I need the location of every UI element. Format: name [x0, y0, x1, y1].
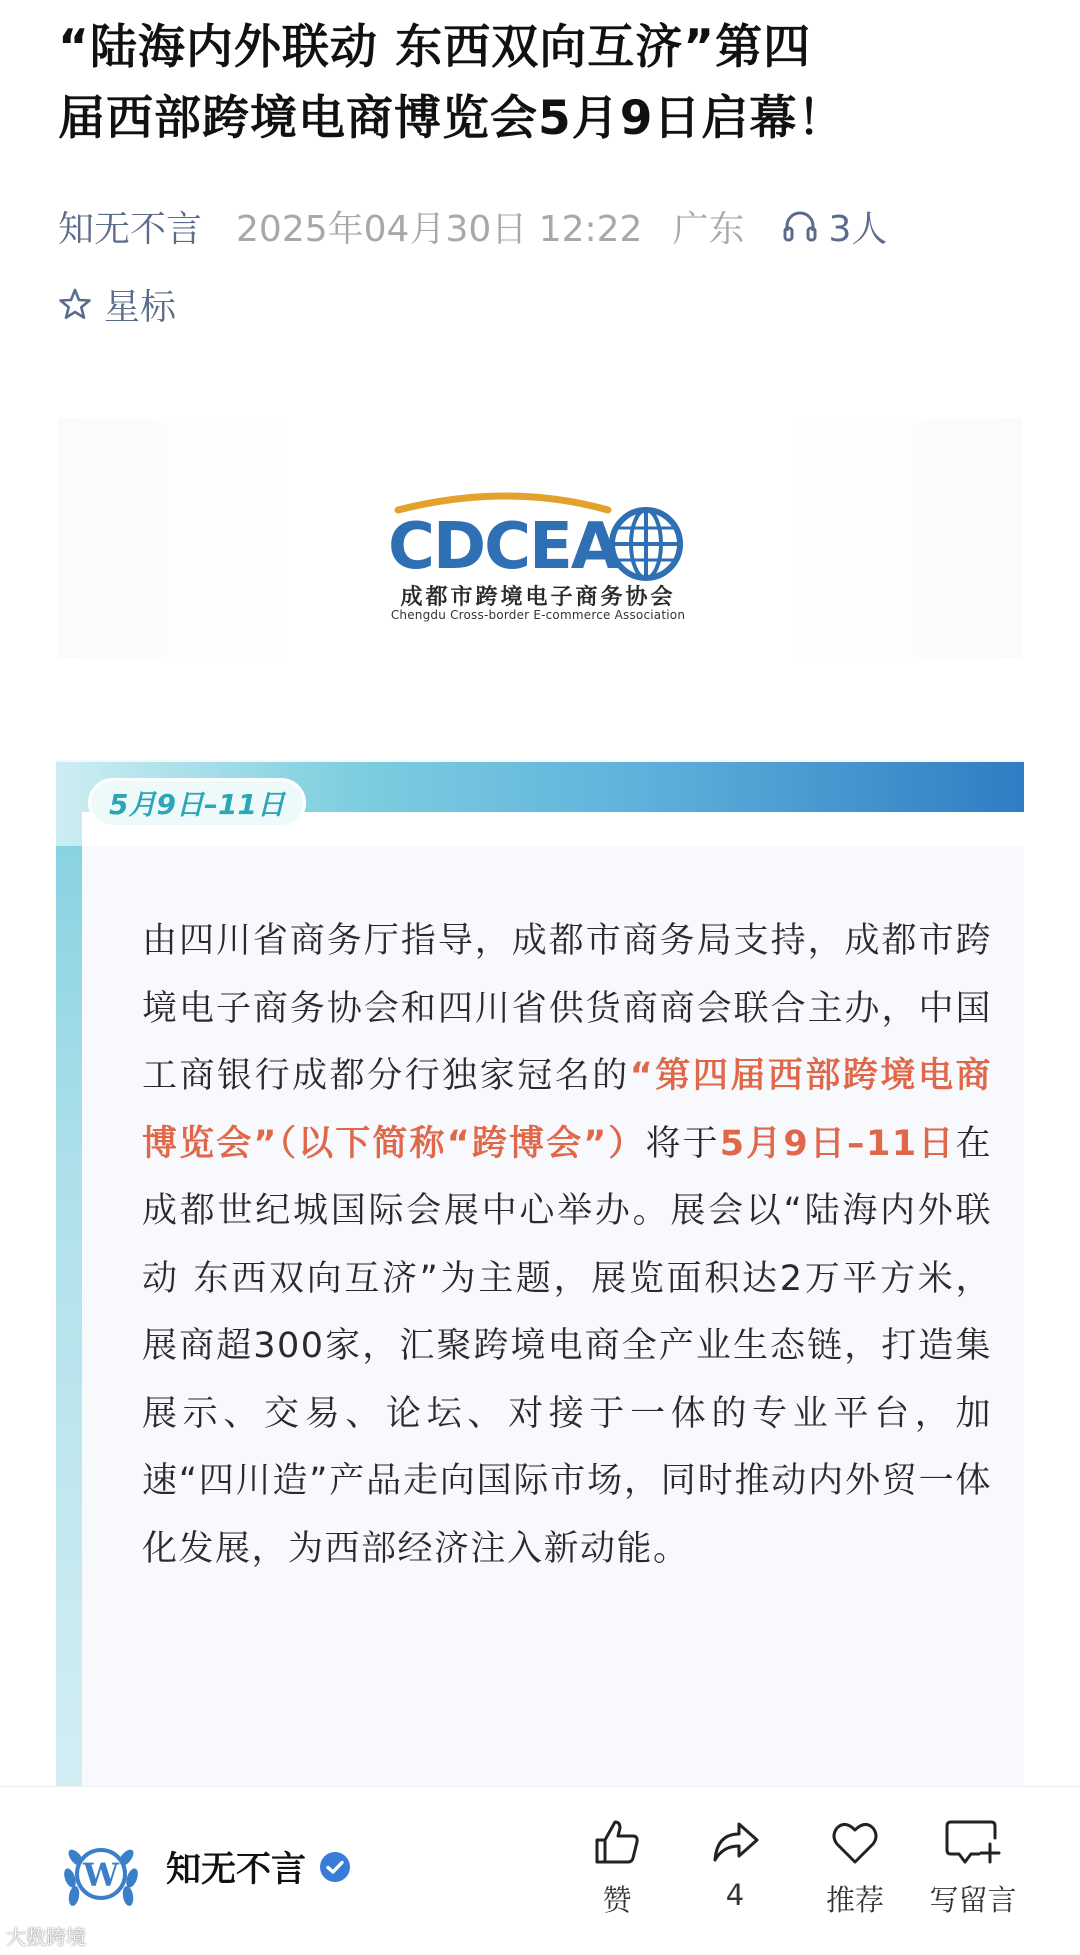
title-line-2: 届西部跨境电商博览会5月9日启幕！	[58, 91, 846, 146]
publish-date: 2025年04月30日 12:22	[236, 208, 643, 250]
svg-text:W: W	[83, 1856, 119, 1894]
globe-icon	[612, 510, 680, 578]
star-label: 星标	[104, 286, 177, 328]
comment-plus-icon	[945, 1816, 1001, 1868]
article-title	[58, 12, 1038, 154]
share-button[interactable]	[680, 1816, 790, 1912]
logo-name-en: Chengdu Cross-border E-commerce Association	[390, 608, 686, 622]
star-button[interactable]	[58, 276, 176, 332]
share-count: 4	[725, 1878, 745, 1912]
date-tag: 5月9日–11日	[88, 778, 306, 828]
body-part-3: 在成都世纪城国际会展中心举办。展会以“陆海内外联动 东西双向互济”为主题，展览面积达2万平方米，展商超300家，汇聚跨境电商全产业生态链，打造集展示、交易、论坛、对接于一体的专业平台，加速“四川造”产品走向国际市场，同时推动内外贸一体化发展，为西部经济注入新动能。	[142, 1123, 992, 1569]
star-icon	[58, 287, 92, 321]
comment-label: 写留言	[929, 1883, 1017, 1917]
bottom-author-link[interactable]	[166, 1842, 352, 1892]
logo-name-cn: 成都市跨境电子商务协会	[400, 585, 676, 610]
watermark	[6, 1920, 86, 1950]
watermark-text: 大数跨境	[6, 1924, 86, 1949]
like-button[interactable]	[562, 1816, 672, 1919]
title-line-1: “陆海内外联动 东西双向互济”第四	[58, 20, 812, 75]
heart-icon	[829, 1816, 881, 1868]
listen-button[interactable]	[782, 201, 887, 252]
write-comment-button[interactable]	[918, 1816, 1028, 1919]
body-part-2: 将于	[645, 1123, 720, 1164]
card-body-text	[142, 908, 992, 1583]
author-avatar[interactable]	[56, 1828, 146, 1918]
thumbs-up-icon	[591, 1816, 643, 1868]
recommend-button[interactable]	[800, 1816, 910, 1919]
author-link[interactable]: 知无不言	[58, 208, 203, 250]
article-meta	[58, 198, 1048, 254]
logo-mark-text: CDCEA	[388, 510, 619, 584]
date-highlight: 5月9日–11日	[719, 1123, 956, 1164]
publish-location: 广东	[672, 208, 745, 250]
expo-name-highlight: “第四届西部跨境电商博览会”（以下简称“跨博会”）	[142, 1056, 992, 1164]
recommend-label: 推荐	[825, 1883, 884, 1917]
card-left-accent	[56, 762, 82, 1792]
headphones-icon	[782, 209, 818, 243]
listener-count: 3人	[828, 208, 888, 250]
like-label: 赞	[602, 1883, 632, 1917]
body-part-1: 由四川省商务厅指导，成都市商务局支持，成都市跨境电子商务协会和四川省供货商商会联合主办，中国工商银行成都分行独家冠名的	[142, 921, 992, 1096]
verified-icon	[318, 1850, 352, 1884]
bottom-author-name: 知无不言	[166, 1850, 307, 1890]
share-icon	[709, 1816, 761, 1868]
